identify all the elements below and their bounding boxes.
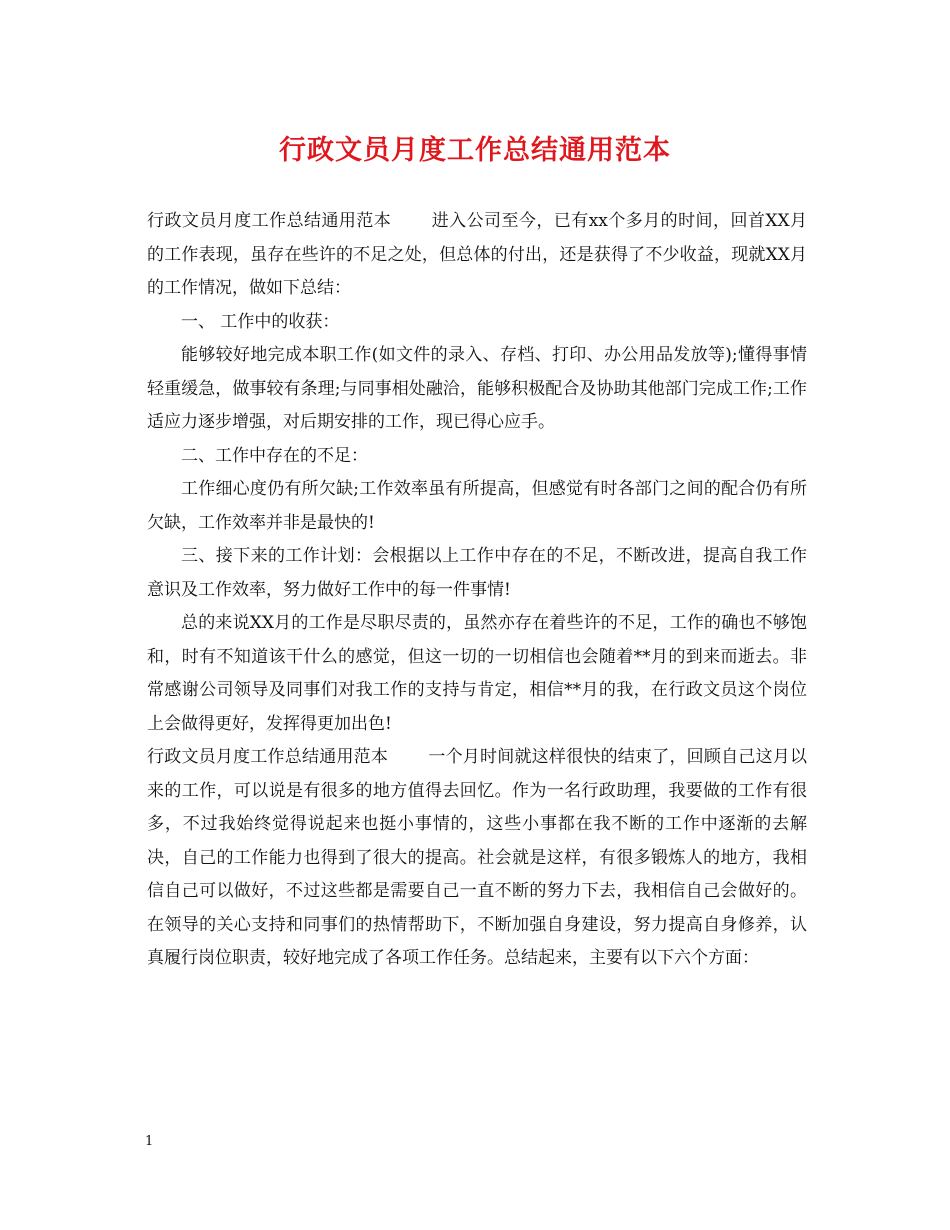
page-number: 1	[145, 1134, 154, 1149]
section1-lead: 行政文员月度工作总结通用范本	[147, 211, 392, 231]
document-title: 行政文员月度工作总结通用范本	[279, 135, 671, 166]
paragraph-plan: 三、接下来的工作计划：会根据以上工作中存在的不足，不断改进，提高自我工作意识及工作效率，努力做好工作中的每一件事情!	[147, 546, 807, 600]
section2-intro: 一个月时间就这样很快的结束了，回顾自己这月以来的工作，可以说是有很多的地方值得去回忆。作为一名行政助理，我要做的工作有很多，不过我始终觉得说起来也挺小事情的，这些小事都在我不断的工作中逐渐的去解决，自己的工作能力也得到了很大的提高。社会就是这样，有很多锻炼人的地方，我相信自己可以做好，不过这些都是需要自己一直不断的努力下去，我相信自己会做好的。在领导的关心支持和同事们的热情帮助下，不断加强自身建设，努力提高自身修养，认真履行岗位职责，较好地完成了各项工作任务。总结起来，主要有以下六个方面：	[147, 747, 808, 968]
document-body	[147, 205, 807, 976]
paragraph-conclusion: 总的来说XX月的工作是尽职尽责的，虽然亦存在着些许的不足，工作的确也不够饱和，时有不知道该干什么的感觉，但这一切的一切相信也会随着**月的到来而逝去。非常感谢公司领导及同事们对我工作的支持与肯定，相信**月的我，在行政文员这个岗位上会做得更好，发挥得更加出色!	[147, 613, 807, 734]
paragraph-gains: 能够较好地完成本职工作(如文件的录入、存档、打印、办公用品发放等);懂得事情轻重缓急，做事较有条理;与同事相处融洽，能够积极配合及协助其他部门完成工作;工作适应力逐步增强，对后期安排的工作，现已得心应手。	[147, 345, 807, 432]
section2-intro-paragraph	[147, 741, 807, 976]
paragraph-shortcomings: 工作细心度仍有所欠缺;工作效率虽有所提高，但感觉有时各部门之间的配合仍有所欠缺，工作效率并非是最快的!	[147, 479, 807, 533]
heading-shortcomings: 二、工作中存在的不足：	[181, 445, 368, 466]
section1-intro: 进入公司至今，已有xx个多月的时间，回首XX月的工作表现，虽存在些许的不足之处，但总体的付出，还是获得了不少收益，现就XX月的工作情况，做如下总结：	[147, 211, 807, 298]
heading-gains: 一、 工作中的收获：	[181, 311, 340, 332]
section1-intro-paragraph	[147, 205, 807, 306]
section2-lead: 行政文员月度工作总结通用范本	[147, 747, 389, 767]
